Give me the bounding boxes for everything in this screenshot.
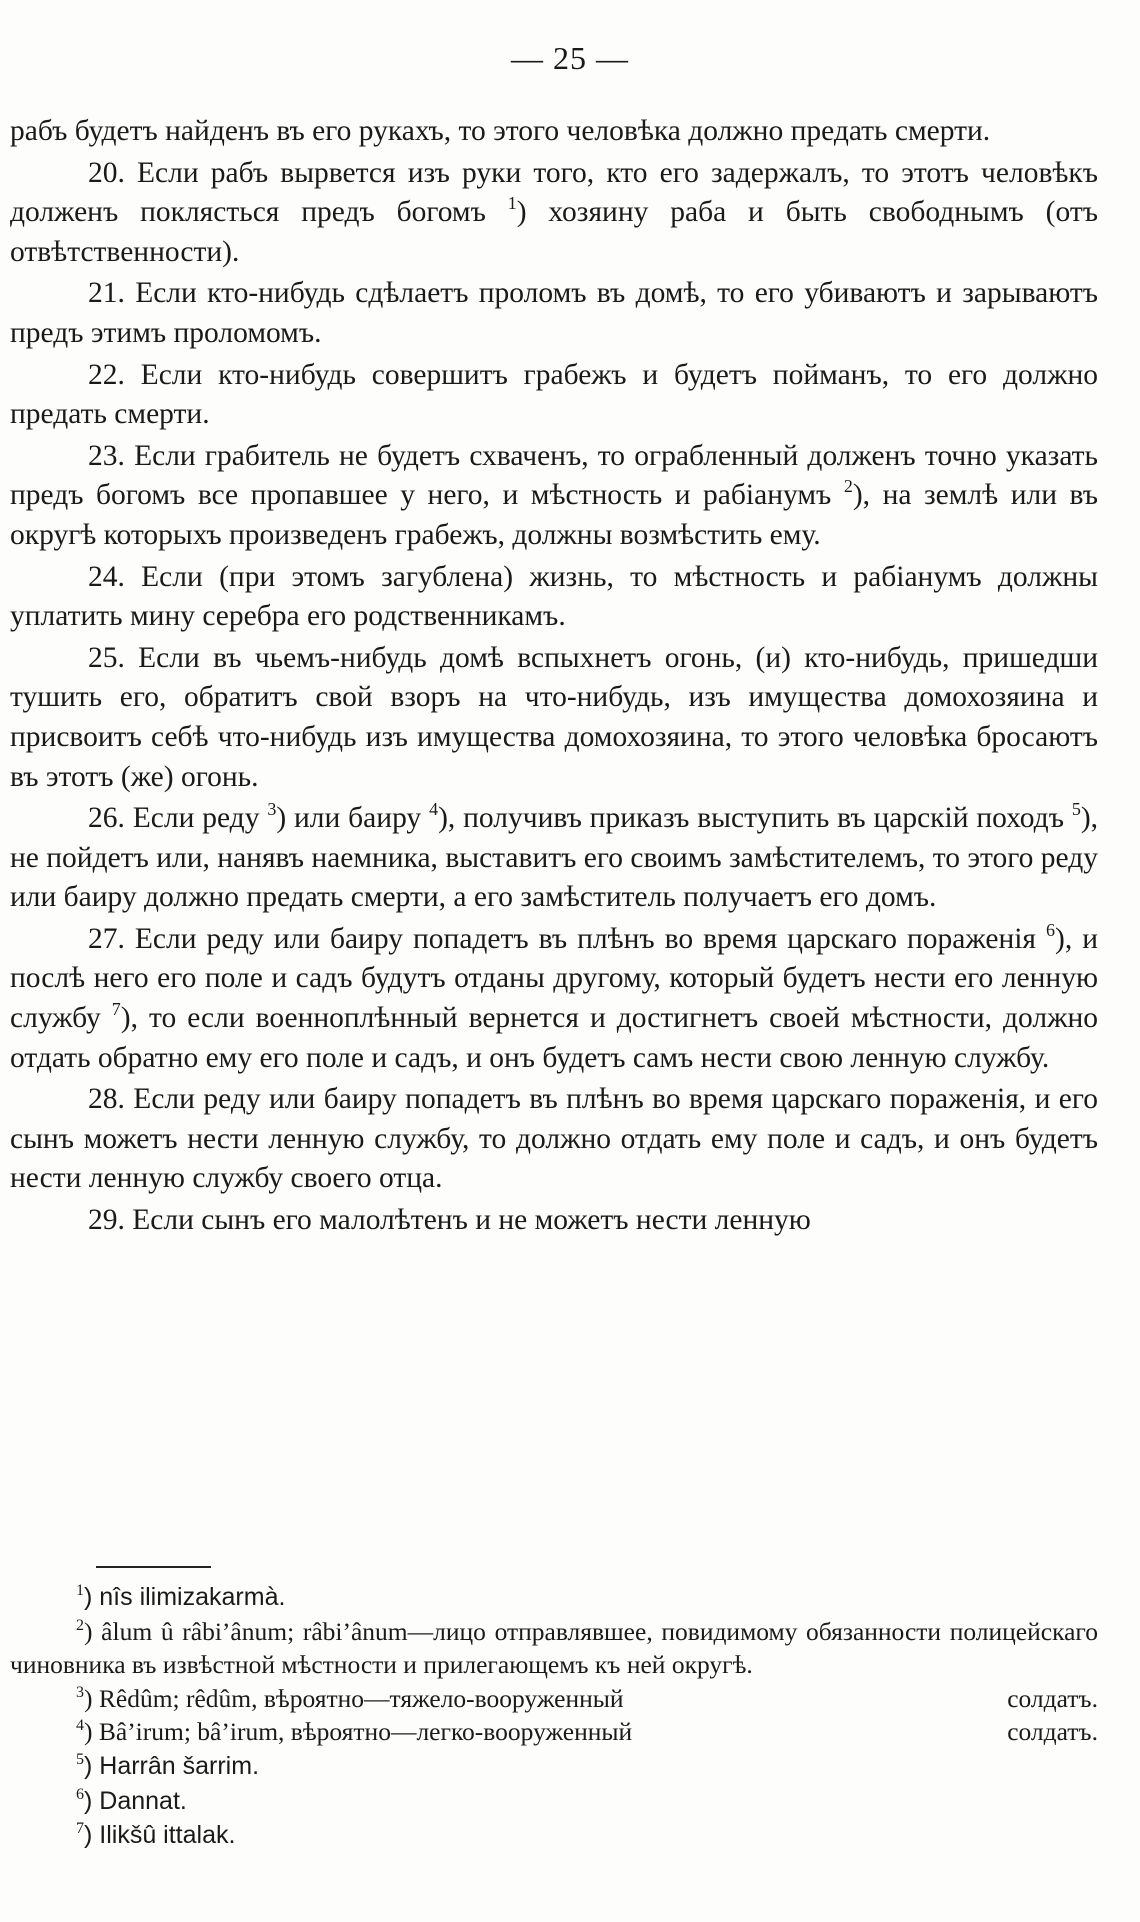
paragraph-23 <box>10 437 1098 556</box>
footnote-6-number: 6 <box>76 1785 84 1803</box>
footnote-ref-6: 6 <box>1046 919 1055 940</box>
footnote-5 <box>10 1749 1098 1784</box>
paragraph-29: 29. Если сынъ его малолѣтенъ и не можетъ нести ленную <box>88 1204 811 1237</box>
footnote-1 <box>10 1580 1098 1615</box>
footnote-3 <box>10 1682 1098 1716</box>
page-number: — 25 — <box>511 40 629 76</box>
paragraph-26-text-c: ), получивъ приказъ выступить въ царскій походъ <box>438 802 1064 835</box>
footnote-5-text: ) Harrân šarrim. <box>84 1751 260 1780</box>
footnote-3-text: ) Rêdûm; rêdûm, вѣроятно—тяжело-вооруженный <box>84 1683 624 1713</box>
paragraph-27-text-b: ), и послѣ него его поле и садъ будутъ отданы другому, который будетъ нести его ленную службу <box>10 922 1098 1035</box>
paragraph-25: 25. Если въ чьемъ-нибудь домѣ вспыхнетъ огонь, (и) кто-нибудь, пришедши тушить его, обратитъ свой взоръ на что-нибудь, изъ имущества домохозяина и присвоитъ себѣ что-нибудь изъ имущества домохозяина, то этого человѣка бросаютъ въ этотъ (же) огонь. <box>10 641 1098 793</box>
paragraph-28: 28. Если реду или баиру попадетъ въ плѣнъ во время царскаго пораженія, и его сынъ можетъ нести ленную службу, то должно отдать ему поле и садъ, и онъ будетъ нести ленную службу своего отца. <box>10 1083 1098 1195</box>
footnote-4-text: ) Bâ’irum; bâ’irum, вѣроятно—легко-вооруженный <box>84 1717 633 1747</box>
paragraph-26-text-a: 26. Если реду <box>88 802 260 835</box>
footnote-ref-1: 1 <box>507 193 517 214</box>
footnote-1-number: 1 <box>76 1582 84 1599</box>
paragraph-21: 21. Если кто-нибудь сдѣлаетъ проломъ въ домѣ, то его убиваютъ и зарываютъ предъ этимъ проломомъ. <box>10 277 1098 349</box>
footnote-ref-5: 5 <box>1071 799 1081 820</box>
body-text <box>10 112 1098 1241</box>
footnote-7-text: ) Ilikšû ittalak. <box>84 1821 236 1850</box>
paragraph-27-text-c: ), то если военноплѣнный вернется и достигнетъ своей мѣстности, должно отдать обратно ему его поле и садъ, и онъ будетъ самъ нести свою ленную службу. <box>10 1002 1098 1074</box>
paragraph-27-text-a: 27. Если реду или баиру попадетъ въ плѣнъ во время царскаго пораженія <box>88 922 1036 955</box>
paragraph-27 <box>10 920 1098 1078</box>
footnote-3-number: 3 <box>76 1683 84 1701</box>
footnote-4-number: 4 <box>76 1717 84 1735</box>
footnote-ref-7: 7 <box>111 999 121 1020</box>
footnote-7-number: 7 <box>76 1820 84 1838</box>
footnote-6-text: ) Dannat. <box>84 1786 187 1815</box>
footnote-2-number: 2 <box>76 1616 84 1634</box>
paragraph-20 <box>10 154 1098 273</box>
footnote-2-text: ) âlum û râbi’ânum; râbi’ânum—лицо отправлявшее, повидимому обязанности полицейскаго чиновника въ извѣстной мѣстности и прилегающемъ къ ней округѣ. <box>10 1616 1098 1680</box>
paragraph-26 <box>10 799 1098 918</box>
paragraph-20-text: 20. Если рабъ вырвется изъ руки того, кто его задержалъ, то этотъ человѣкъ долженъ поклясться предъ богомъ <box>10 156 1098 229</box>
footnote-4 <box>10 1715 1098 1749</box>
footnote-6 <box>10 1784 1098 1819</box>
footnotes <box>10 1580 1098 1853</box>
footnote-ref-4: 4 <box>429 799 439 820</box>
footnote-7 <box>10 1818 1098 1853</box>
paragraph-24: 24. Если (при этомъ загублена) жизнь, то мѣстность и рабіанумъ должны уплатить мину серебра его родственникамъ. <box>10 560 1098 633</box>
paragraph-continuation: рабъ будетъ найденъ въ его рукахъ, то этого человѣка должно предать смерти. <box>10 115 991 147</box>
paragraph-26-text-b: ) или баиру <box>276 802 422 835</box>
paragraph-20-text-b: ) хозяину раба и быть свободнымъ (отъ отвѣтственности). <box>10 196 1098 268</box>
paragraph-26-text-d: ), не пойдетъ или, нанявъ наемника, выставитъ его своимъ замѣстителемъ, то этого реду или баиру должно предать смерти, а его замѣститель получаетъ его домъ. <box>10 802 1099 914</box>
footnote-divider <box>96 1566 211 1568</box>
footnote-3-tail: солдатъ. <box>1007 1683 1098 1713</box>
footnote-5-number: 5 <box>76 1750 84 1768</box>
paragraph-22: 22. Если кто-нибудь совершитъ грабежъ и будетъ пойманъ, то его должно предать смерти. <box>10 358 1098 431</box>
footnote-2 <box>10 1615 1098 1682</box>
footnote-ref-3: 3 <box>267 799 277 820</box>
paragraph-23-text-a: 23. Если грабитель не будетъ схваченъ, то ограбленный долженъ точно указать предъ богомъ все пропавшее у него, и мѣстность и рабіанумъ <box>10 439 1098 512</box>
paragraph-23-text-b: ), на землѣ или въ округѣ которыхъ произведенъ грабежъ, должны возмѣстить ему. <box>10 479 1098 551</box>
footnote-ref-2: 2 <box>843 476 853 497</box>
footnote-1-text: ) nîs ilimizakarmà. <box>84 1583 286 1611</box>
footnote-4-tail: солдатъ. <box>1007 1717 1098 1747</box>
